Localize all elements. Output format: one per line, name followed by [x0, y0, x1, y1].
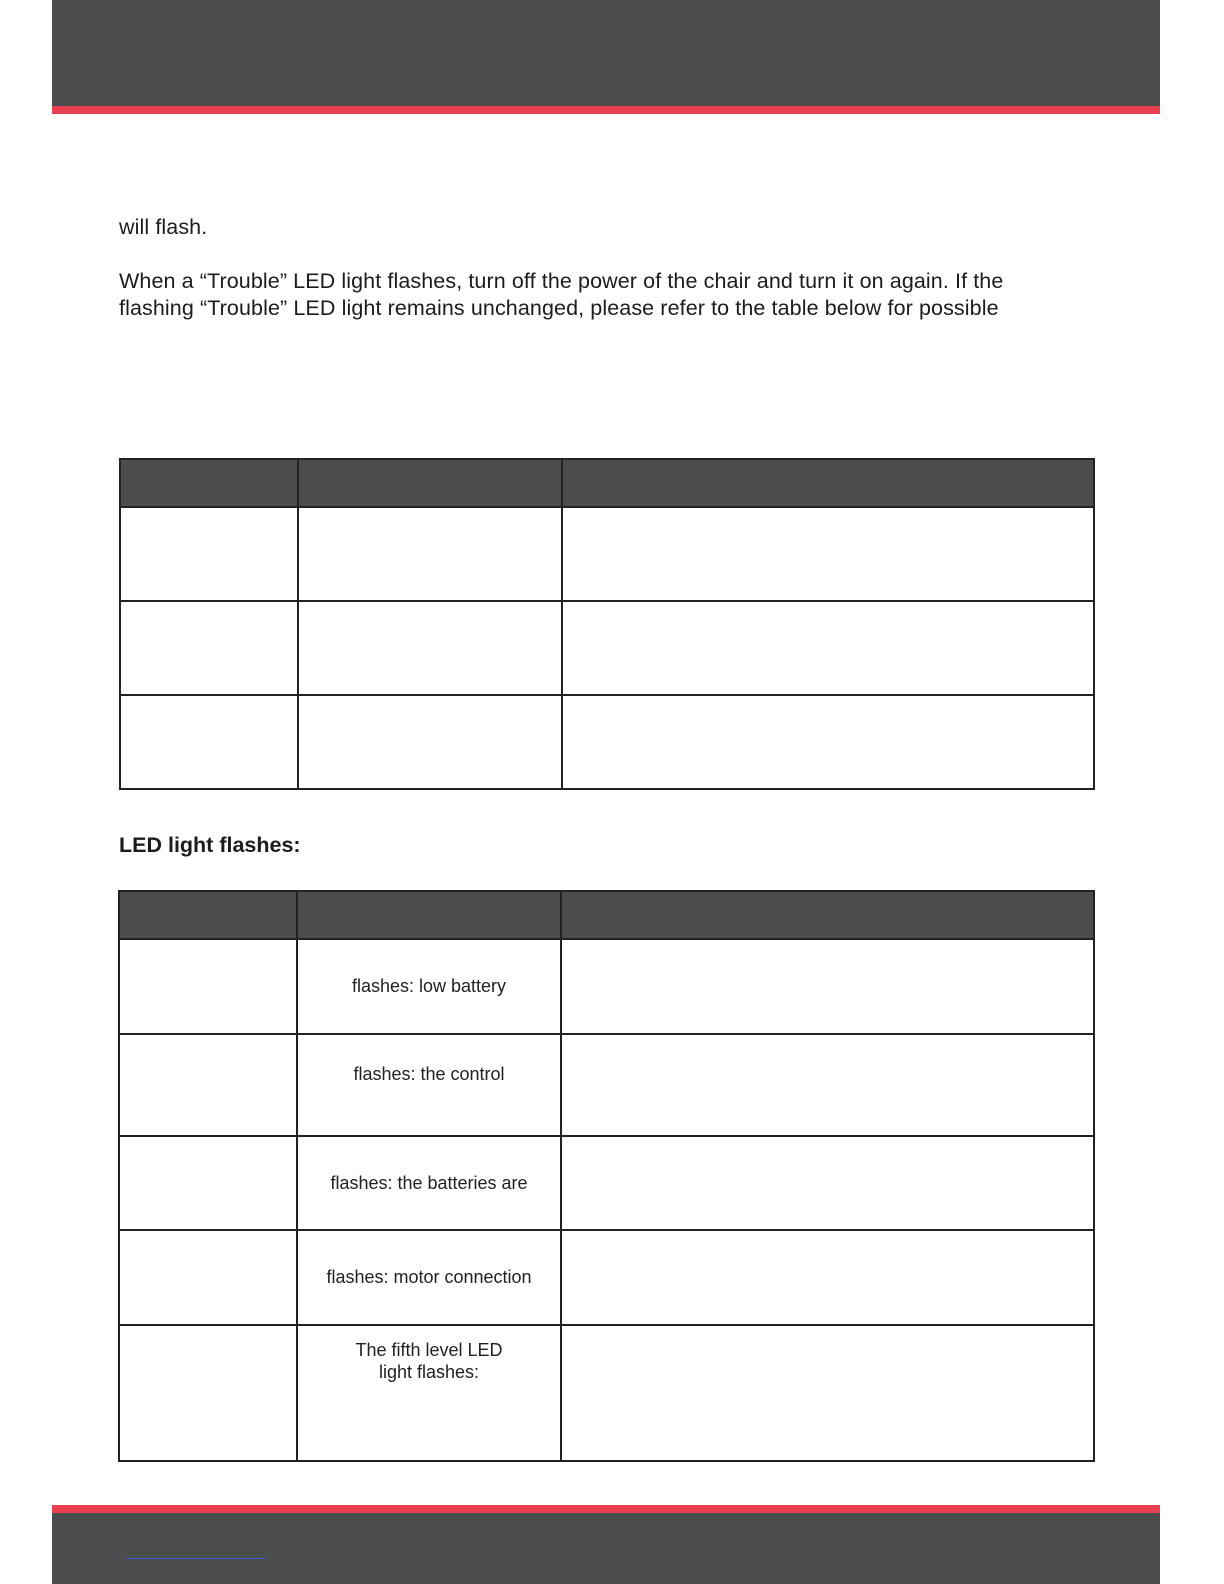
- table-row: [119, 1230, 1094, 1325]
- led-flash-description: flashes: the control: [297, 1034, 561, 1136]
- table-cell: [298, 507, 562, 601]
- table-cell: [561, 1325, 1094, 1461]
- table-cell: [120, 601, 298, 695]
- led-flash-description: [297, 1325, 561, 1461]
- led-flash-description: flashes: low battery: [297, 939, 561, 1034]
- table-cell: [298, 695, 562, 789]
- table-row: [119, 939, 1094, 1034]
- table-row: [120, 695, 1094, 789]
- body-text-paragraph: [119, 268, 1003, 322]
- table-row: [120, 601, 1094, 695]
- table-header-cell: [562, 459, 1094, 507]
- table-cell: [561, 1136, 1094, 1230]
- paragraph-line-2: flashing “Trouble” LED light remains unchanged, please refer to the table below for possible: [119, 296, 999, 320]
- section-heading: LED light flashes:: [119, 833, 301, 857]
- page-footer-band: [52, 1513, 1160, 1584]
- table-cell: [119, 939, 297, 1034]
- table-cell: [562, 507, 1094, 601]
- footer-link-underline[interactable]: [126, 1558, 266, 1559]
- table-row: [119, 1325, 1094, 1461]
- table-row: [120, 507, 1094, 601]
- table-cell: [562, 601, 1094, 695]
- table-cell: [119, 1034, 297, 1136]
- fifth-level-line-2: light flashes:: [378, 1362, 480, 1382]
- led-flash-table: [118, 890, 1095, 1462]
- table-cell: [561, 1034, 1094, 1136]
- table-header-row: [119, 891, 1094, 939]
- table-cell: [120, 507, 298, 601]
- table-header-cell: [120, 459, 298, 507]
- table-header-cell: [297, 891, 561, 939]
- table-row: [119, 1034, 1094, 1136]
- table-cell: [562, 695, 1094, 789]
- footer-accent-stripe: [52, 1505, 1160, 1513]
- table-header-row: [120, 459, 1094, 507]
- led-flash-description: flashes: the batteries are: [297, 1136, 561, 1230]
- table-header-cell: [561, 891, 1094, 939]
- table-cell: [298, 601, 562, 695]
- body-text-continuation: will flash.: [119, 215, 208, 239]
- page-header-band: [52, 0, 1160, 106]
- fifth-level-line-1: The fifth level LED: [355, 1340, 503, 1360]
- table-header-cell: [119, 891, 297, 939]
- table-cell: [561, 1230, 1094, 1325]
- table-cell: [119, 1230, 297, 1325]
- table-header-cell: [298, 459, 562, 507]
- trouble-table-1: [119, 458, 1095, 790]
- table-cell: [119, 1136, 297, 1230]
- table-cell: [119, 1325, 297, 1461]
- header-accent-stripe: [52, 106, 1160, 114]
- led-flash-description: flashes: motor connection: [297, 1230, 561, 1325]
- paragraph-line-1: When a “Trouble” LED light flashes, turn off the power of the chair and turn it on again. If the: [119, 269, 1004, 293]
- table-cell: [561, 939, 1094, 1034]
- table-cell: [120, 695, 298, 789]
- table-row: [119, 1136, 1094, 1230]
